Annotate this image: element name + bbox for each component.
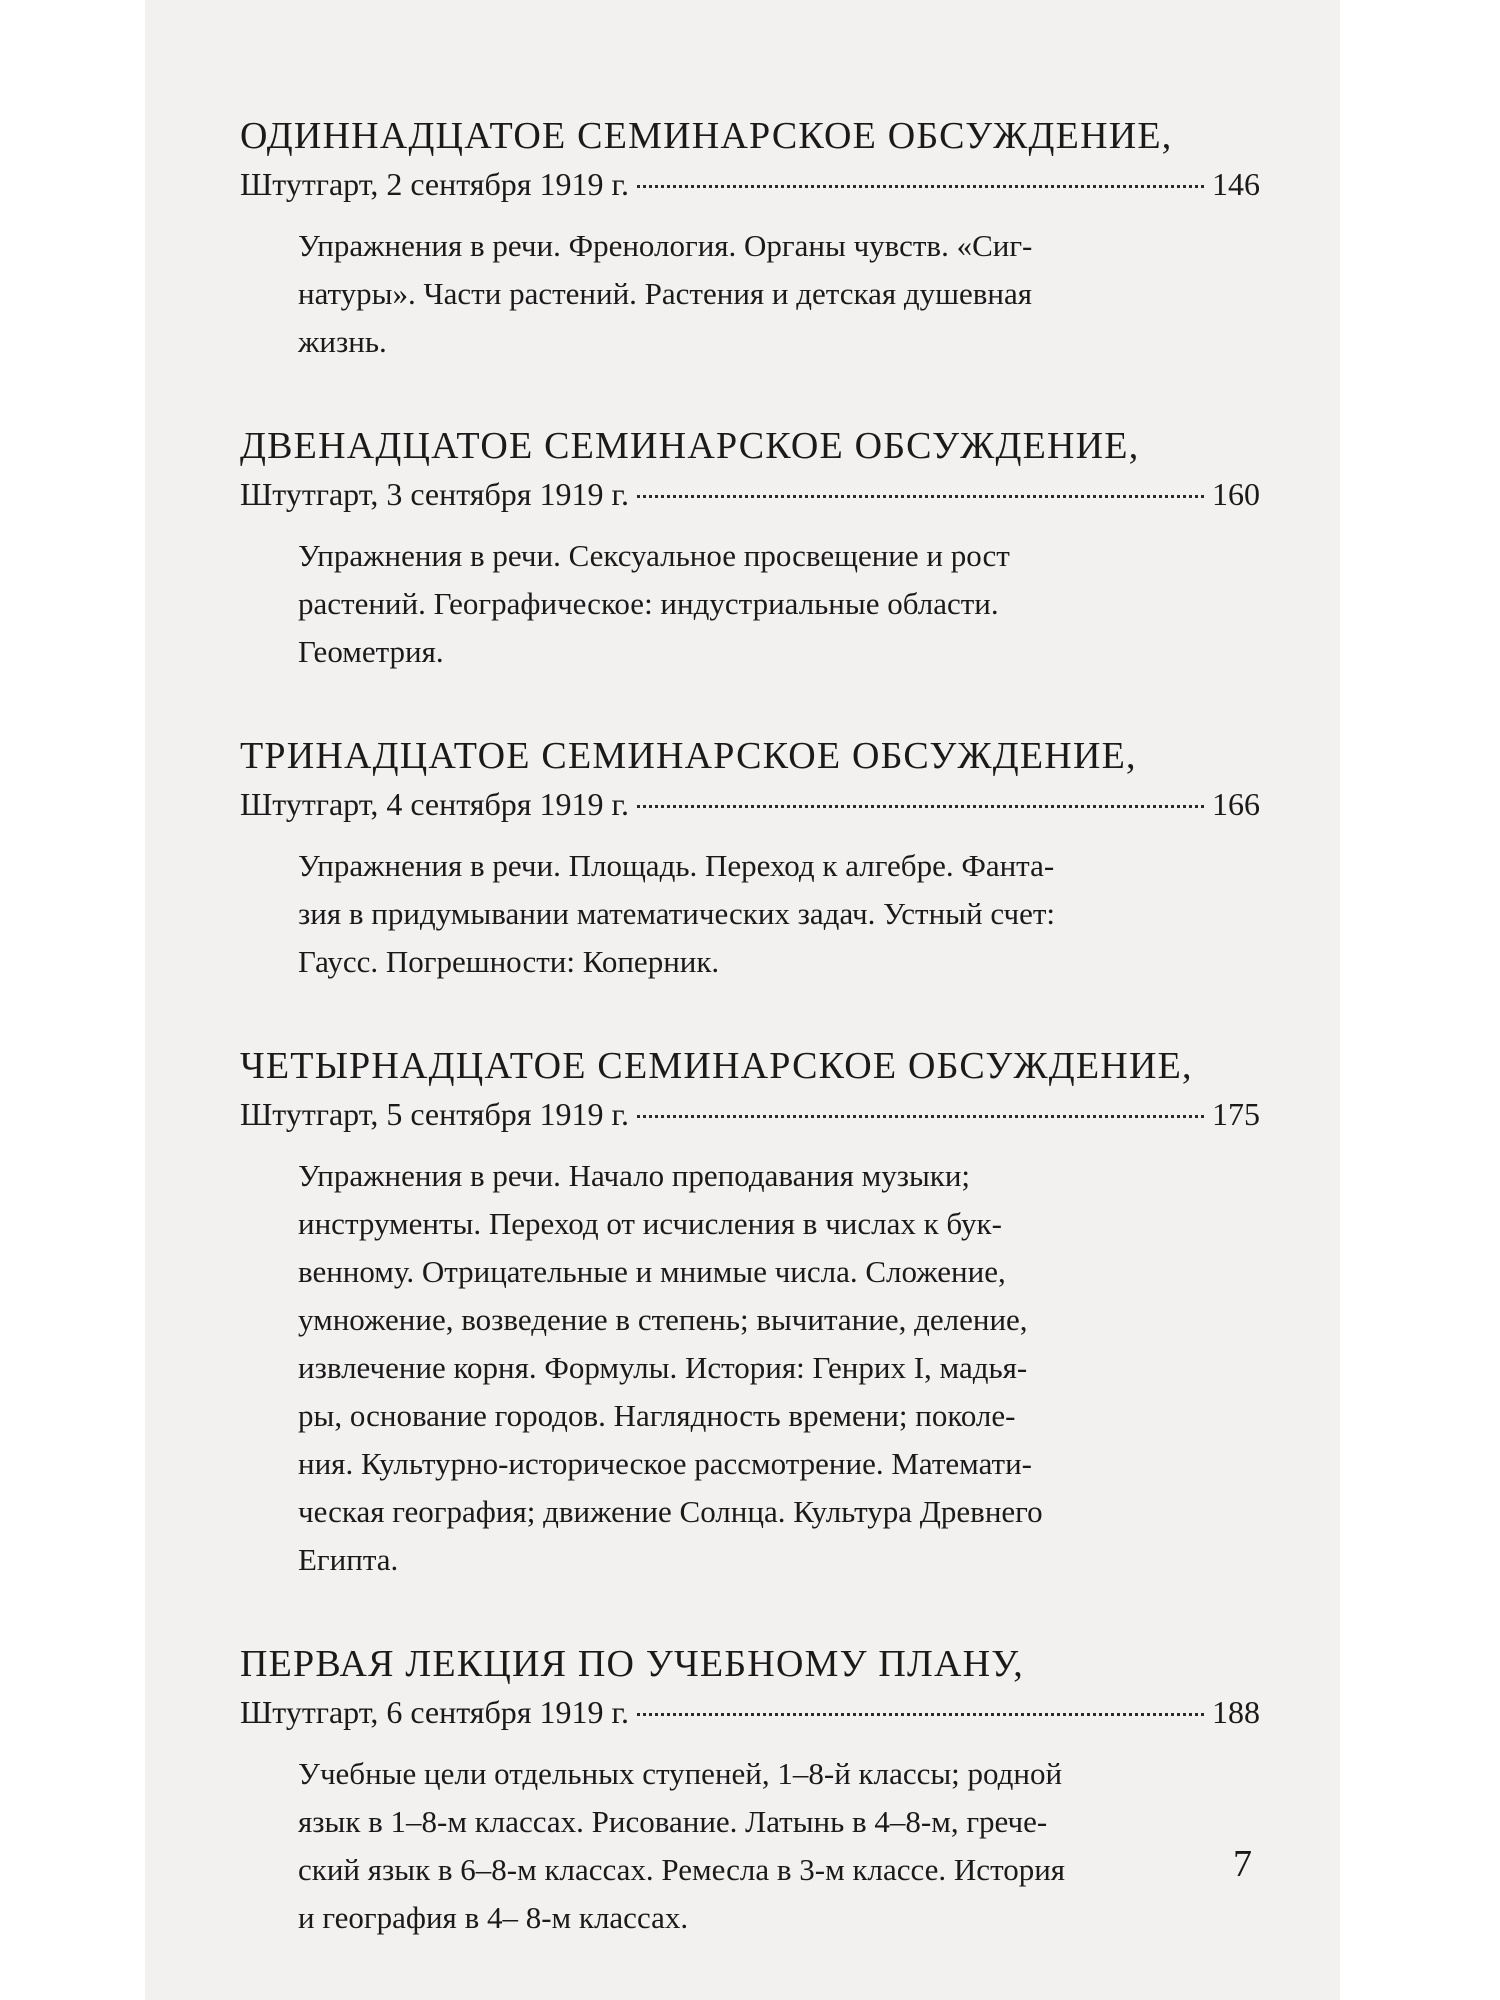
toc-entry: [240, 112, 1260, 366]
entry-line: [240, 1688, 1260, 1736]
description-line: Упражнения в речи. Площадь. Переход к алгебре. Фанта-: [298, 848, 1055, 883]
toc-entry: [240, 732, 1260, 986]
description-line: растений. Географическое: индустриальные области.: [298, 586, 999, 621]
entry-description: [298, 532, 1243, 676]
description-line: Египта.: [298, 1542, 399, 1577]
entry-page-number: 146: [1212, 166, 1260, 202]
toc-entry: [240, 422, 1260, 676]
entry-page-number: 166: [1212, 786, 1260, 822]
entry-page-number: 175: [1212, 1096, 1260, 1132]
entry-place-date: Штутгарт, 3 сентября 1919 г.: [240, 476, 630, 512]
entry-description: [298, 222, 1243, 366]
dot-leader: [637, 805, 1204, 808]
dot-leader: [637, 1713, 1204, 1716]
entry-line: [240, 780, 1260, 828]
description-line: Гаусс. Погрешности: Коперник.: [298, 944, 720, 979]
entry-place-date: Штутгарт, 5 сентября 1919 г.: [240, 1096, 630, 1132]
description-line: венному. Отрицательные и мнимые числа. Сложение,: [298, 1254, 1006, 1289]
entry-page-number: 160: [1212, 476, 1260, 512]
table-of-contents: [240, 112, 1260, 1998]
toc-entry: [240, 1640, 1260, 1942]
description-line: жизнь.: [298, 324, 387, 359]
entry-line: [240, 160, 1260, 208]
description-line: Учебные цели отдельных ступеней, 1–8-й классы; родной: [298, 1756, 1063, 1791]
entry-page-number: 188: [1212, 1694, 1260, 1730]
toc-entry: [240, 1042, 1260, 1584]
description-line: Геометрия.: [298, 634, 444, 669]
entry-place-date: Штутгарт, 6 сентября 1919 г.: [240, 1694, 630, 1730]
description-line: Упражнения в речи. Френология. Органы чувств. «Сиг-: [298, 228, 1033, 263]
description-line: ский язык в 6–8-м классах. Ремесла в 3-м классе. История: [298, 1852, 1066, 1887]
entry-description: [298, 1152, 1243, 1584]
entry-title: ЧЕТЫРНАДЦАТОЕ СЕМИНАРСКОЕ ОБСУЖДЕНИЕ,: [240, 1045, 1193, 1087]
page-number: 7: [1233, 1843, 1252, 1885]
description-line: ческая география; движение Солнца. Культура Древнего: [298, 1494, 1043, 1529]
entry-place-date: Штутгарт, 4 сентября 1919 г.: [240, 786, 630, 822]
description-line: натуры». Части растений. Растения и детская душевная: [298, 276, 1032, 311]
description-line: Упражнения в речи. Начало преподавания музыки;: [298, 1158, 971, 1193]
description-line: Упражнения в речи. Сексуальное просвещение и рост: [298, 538, 1010, 573]
entry-line: [240, 470, 1260, 518]
description-line: язык в 1–8-м классах. Рисование. Латынь в 4–8-м, грече-: [298, 1804, 1048, 1839]
entry-title: ПЕРВАЯ ЛЕКЦИЯ ПО УЧЕБНОМУ ПЛАНУ,: [240, 1643, 1024, 1685]
dot-leader: [637, 495, 1204, 498]
description-line: ния. Культурно-историческое рассмотрение. Математи-: [298, 1446, 1032, 1481]
entry-title: ОДИННАДЦАТОЕ СЕМИНАРСКОЕ ОБСУЖДЕНИЕ,: [240, 115, 1173, 157]
description-line: ры, основание городов. Наглядность времени; поколе-: [298, 1398, 1016, 1433]
description-line: умножение, возведение в степень; вычитание, деление,: [298, 1302, 1028, 1337]
entry-title: ТРИНАДЦАТОЕ СЕМИНАРСКОЕ ОБСУЖДЕНИЕ,: [240, 735, 1137, 777]
dot-leader: [637, 185, 1204, 188]
entry-description: [298, 842, 1243, 986]
dot-leader: [637, 1115, 1204, 1118]
entry-description: [298, 1750, 1243, 1942]
entry-place-date: Штутгарт, 2 сентября 1919 г.: [240, 166, 630, 202]
description-line: зия в придумывании математических задач. Устный счет:: [298, 896, 1056, 931]
description-line: извлечение корня. Формулы. История: Генрих I, мадья-: [298, 1350, 1028, 1385]
description-line: и география в 4– 8-м классах.: [298, 1900, 689, 1935]
description-line: инструменты. Переход от исчисления в числах к бук-: [298, 1206, 1002, 1241]
entry-title: ДВЕНАДЦАТОЕ СЕМИНАРСКОЕ ОБСУЖДЕНИЕ,: [240, 425, 1140, 467]
entry-line: [240, 1090, 1260, 1138]
